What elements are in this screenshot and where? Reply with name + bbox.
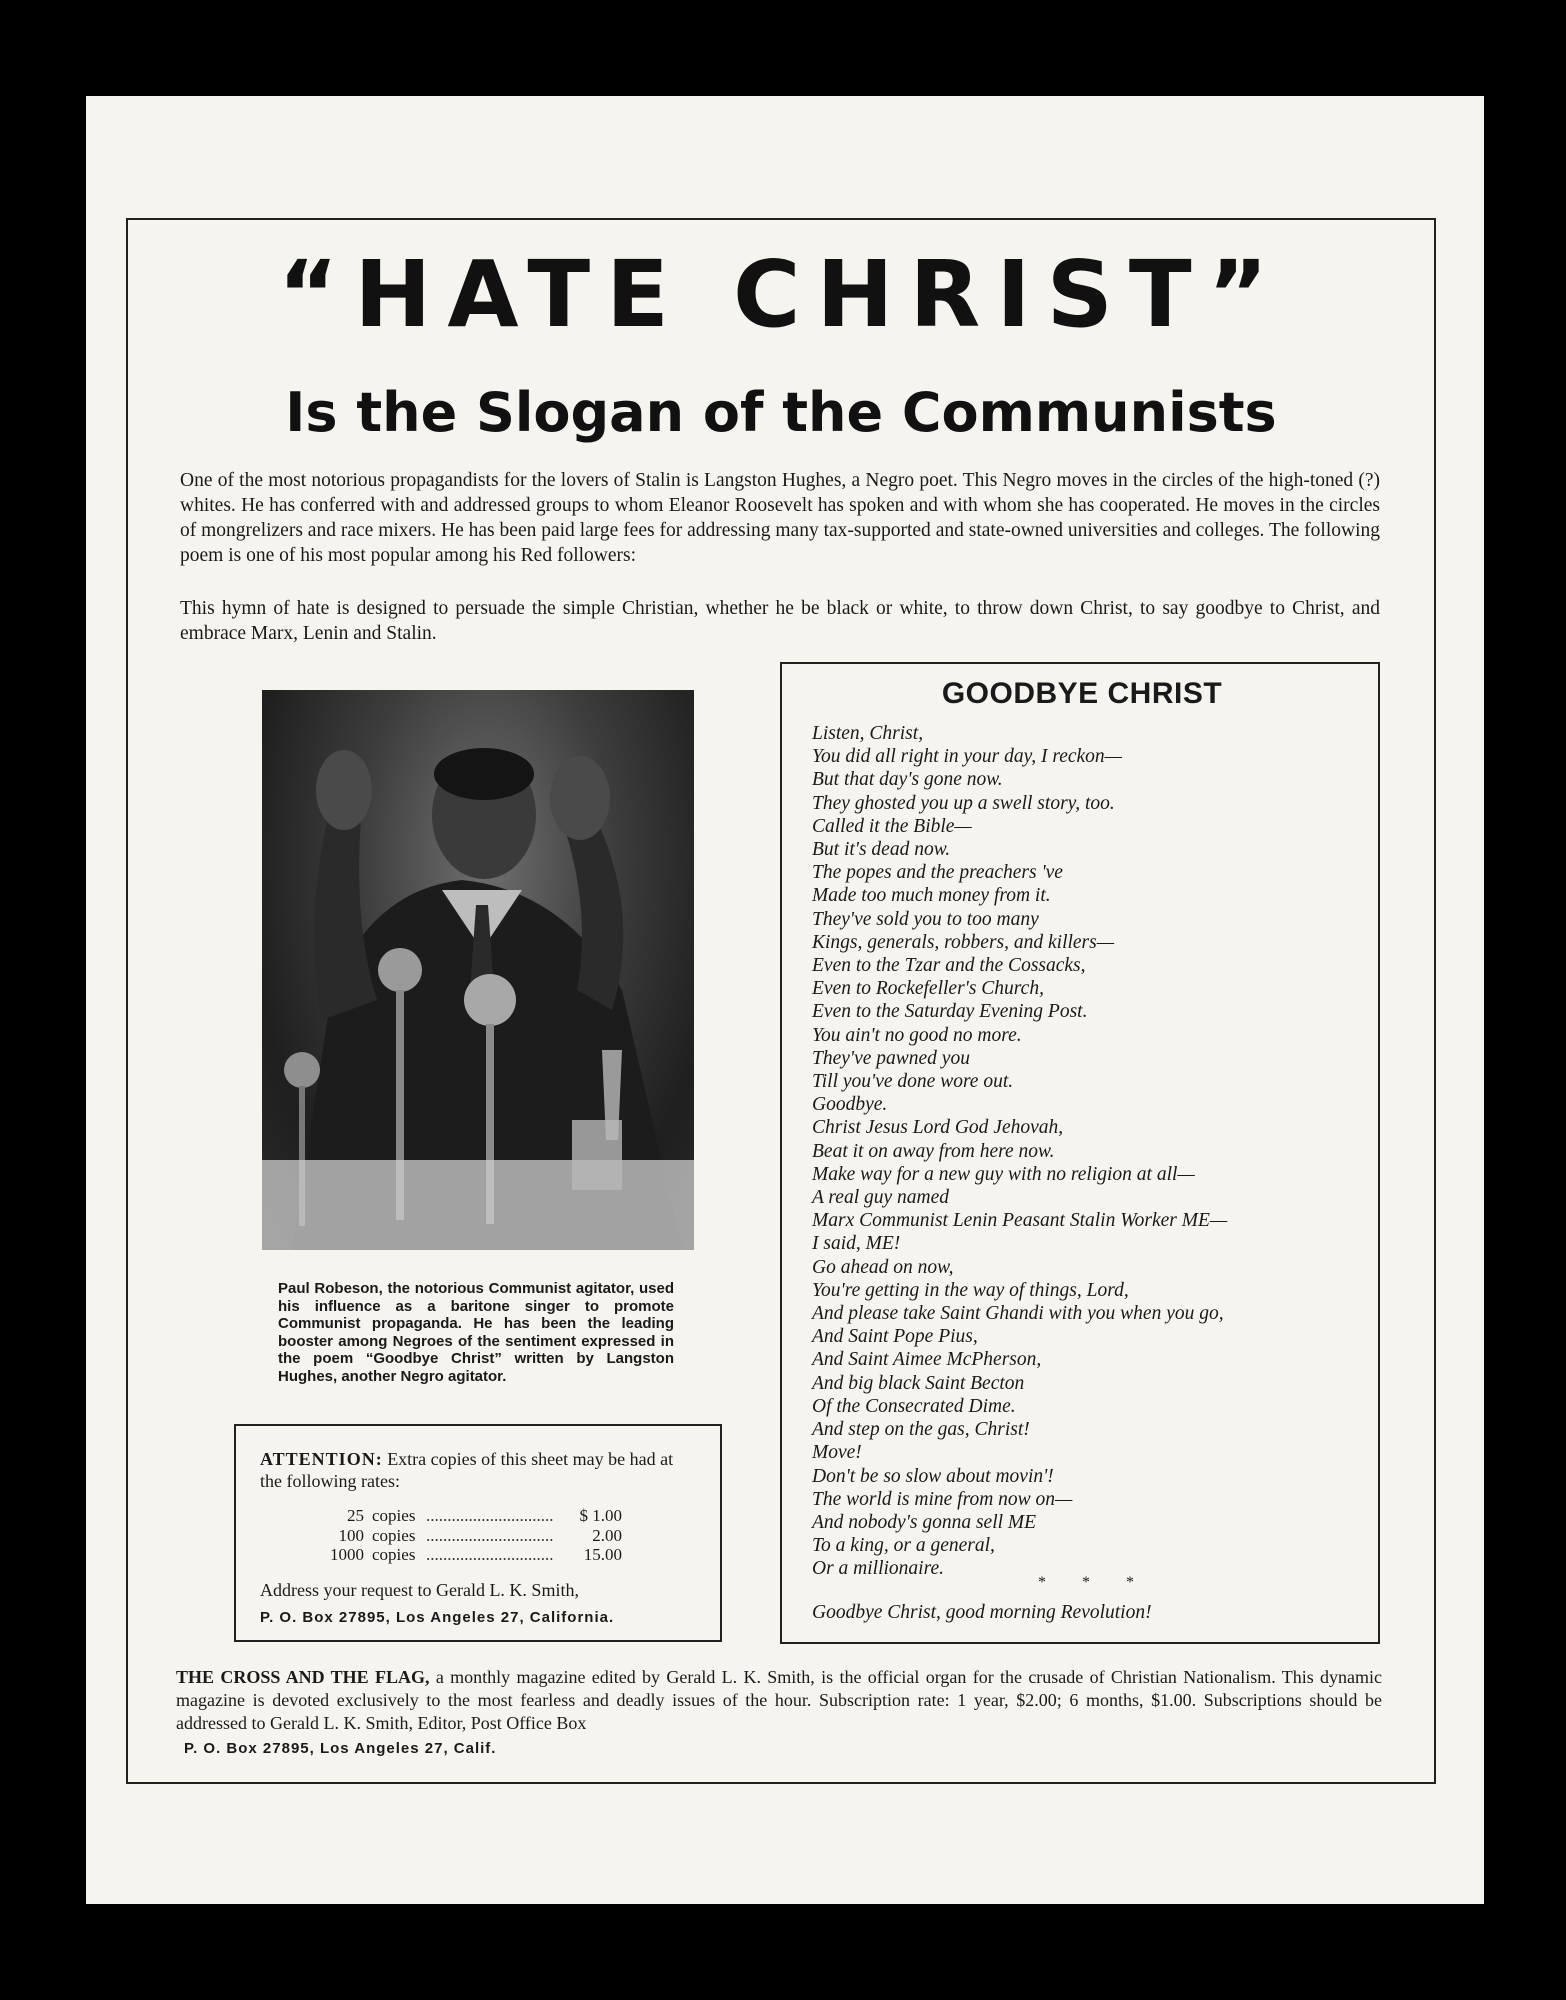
poem-line: Even to the Saturday Evening Post. bbox=[812, 1001, 1088, 1023]
rate-quantity: 100 bbox=[338, 1525, 364, 1545]
attention-box bbox=[234, 1424, 722, 1642]
poem-line: Christ Jesus Lord God Jehovah, bbox=[812, 1117, 1064, 1139]
poem-box bbox=[780, 662, 1380, 1644]
poem-line: And step on the gas, Christ! bbox=[812, 1419, 1030, 1441]
rates-table bbox=[320, 1506, 696, 1565]
photo-caption: Paul Robeson, the notorious Communist agitator, used his influence as a baritone singer to promote Communist propaganda. He has been the leading booster among Negroes of the sentiment expressed in the poem “Goodbye Christ” written by Langston Hughes, another Negro agitator. bbox=[278, 1280, 674, 1385]
attention-po-box: P. O. Box 27895, Los Angeles 27, California. bbox=[260, 1608, 615, 1626]
attention-text bbox=[260, 1448, 696, 1492]
attention-label: ATTENTION: bbox=[260, 1449, 383, 1469]
poem-line: They've pawned you bbox=[812, 1047, 970, 1069]
rate-unit: copies bbox=[372, 1545, 416, 1564]
poem-line: Listen, Christ, bbox=[812, 723, 924, 744]
poem-line: Called it the Bible— bbox=[812, 815, 972, 837]
footer-paragraph bbox=[176, 1666, 1382, 1735]
poem-line: Goodbye. bbox=[812, 1094, 888, 1116]
poem-line: The world is mine from now on— bbox=[812, 1488, 1073, 1510]
intro-paragraph-2: This hymn of hate is designed to persuade the simple Christian, whether he be black or white, to throw down Christ, to say goodbye to Christ, and embrace Marx, Lenin and Stalin. bbox=[180, 598, 1380, 644]
rate-row bbox=[320, 1545, 696, 1565]
poem-line: But that day's gone now. bbox=[812, 769, 1003, 791]
attention-body: Extra copies of this sheet may be had at the following rates: bbox=[260, 1449, 674, 1491]
poem-line: Till you've done wore out. bbox=[812, 1071, 1014, 1093]
subheadline: Is the Slogan of the Communists bbox=[285, 381, 1277, 444]
rate-quantity: 1000 bbox=[330, 1545, 364, 1564]
headline: “HATE CHRIST” bbox=[277, 241, 1285, 348]
intro-paragraph: One of the most notorious propagandists for the lovers of Stalin is Langston Hughes, a Negro poet. This Negro moves in the circles of the high-toned (?) whites. He has conferred with and addressed groups to whom Eleanor Roosevelt has spoken and with whom she has cooperated. He moves in the circles of mongrelizers and race mixers. He has been paid large fees for addressing many tax-supported and state-owned universities and colleges. The following poem is one of his most popular among his Red followers: bbox=[180, 470, 1380, 566]
speaker-photo-illustration bbox=[262, 690, 694, 1250]
rate-price: $ 1.00 bbox=[579, 1506, 622, 1525]
rate-row bbox=[320, 1526, 696, 1546]
poem-line: You ain't no good no more. bbox=[812, 1024, 1022, 1046]
poem-line: Even to Rockefeller's Church, bbox=[812, 978, 1044, 1000]
rate-unit: copies bbox=[372, 1525, 416, 1545]
poem-line: Of the Consecrated Dime. bbox=[812, 1395, 1016, 1417]
rate-price: 2.00 bbox=[592, 1525, 622, 1545]
poem-line: To a king, or a general, bbox=[812, 1535, 995, 1557]
rate-leader-dots: .............................. bbox=[426, 1506, 554, 1525]
rate-row bbox=[320, 1506, 696, 1526]
poem-line: Made too much money from it. bbox=[812, 885, 1051, 907]
poem-line: They've sold you to too many bbox=[812, 908, 1039, 930]
poem-line: And Saint Aimee McPherson, bbox=[812, 1349, 1042, 1371]
poem-line: And please take Saint Ghandi with you when you go, bbox=[812, 1303, 1224, 1325]
poem-closing-line: Goodbye Christ, good morning Revolution! bbox=[812, 1602, 1152, 1623]
poem-line: But it's dead now. bbox=[812, 839, 951, 861]
poem-line: I said, ME! bbox=[812, 1233, 901, 1255]
poem-line: Kings, generals, robbers, and killers— bbox=[812, 931, 1115, 953]
poem-line: You're getting in the way of things, Lord, bbox=[812, 1279, 1129, 1301]
poem-line: Don't be so slow about movin'! bbox=[812, 1465, 1054, 1487]
rate-unit: copies bbox=[372, 1506, 416, 1525]
poem-line: Or a millionaire. bbox=[812, 1558, 944, 1580]
poem-lines bbox=[812, 722, 1372, 1581]
poem-line: Make way for a new guy with no religion at all— bbox=[812, 1163, 1195, 1185]
speaker-photo bbox=[262, 690, 694, 1250]
poem-line: They ghosted you up a swell story, too. bbox=[812, 792, 1115, 814]
rate-leader-dots: .............................. bbox=[426, 1545, 554, 1564]
poem-line: Beat it on away from here now. bbox=[812, 1140, 1055, 1162]
poem-line: Go ahead on now, bbox=[812, 1256, 954, 1278]
footer-text: a monthly magazine edited by Gerald L. K. Smith, is the official organ for the crusade of Christian Nationalism. This dynamic magazine is devoted exclusively to the most fearless and deadly issues of the hour. Subscription rate: 1 year, $2.00; 6 months, $1.00. Subscriptions should be addressed to Gerald L. K. Smith, Editor, Post Office Box bbox=[176, 1667, 1383, 1733]
poem-line: Marx Communist Lenin Peasant Stalin Worker ME— bbox=[812, 1210, 1228, 1232]
rate-leader-dots: .............................. bbox=[426, 1525, 554, 1545]
poem-line: You did all right in your day, I reckon— bbox=[812, 746, 1123, 768]
footer-po-box: P. O. Box 27895, Los Angeles 27, Calif. bbox=[184, 1740, 497, 1757]
rate-price: 15.00 bbox=[583, 1545, 622, 1564]
poem-line: Move! bbox=[812, 1442, 862, 1464]
poem-separator: * * * bbox=[1038, 1574, 1150, 1591]
footer-publication-name: THE CROSS AND THE FLAG, bbox=[176, 1667, 430, 1687]
rate-quantity: 25 bbox=[347, 1506, 364, 1525]
poem-line: And Saint Pope Pius, bbox=[812, 1326, 978, 1348]
poem-title: GOODBYE CHRIST bbox=[941, 677, 1223, 710]
attention-address: Address your request to Gerald L. K. Smith, bbox=[260, 1579, 579, 1600]
poem-line: Even to the Tzar and the Cossacks, bbox=[812, 955, 1086, 977]
poem-line: And big black Saint Becton bbox=[812, 1372, 1025, 1394]
poem-line: A real guy named bbox=[812, 1187, 950, 1209]
poem-line: The popes and the preachers 've bbox=[812, 862, 1063, 884]
poem-line: And nobody's gonna sell ME bbox=[812, 1511, 1037, 1533]
